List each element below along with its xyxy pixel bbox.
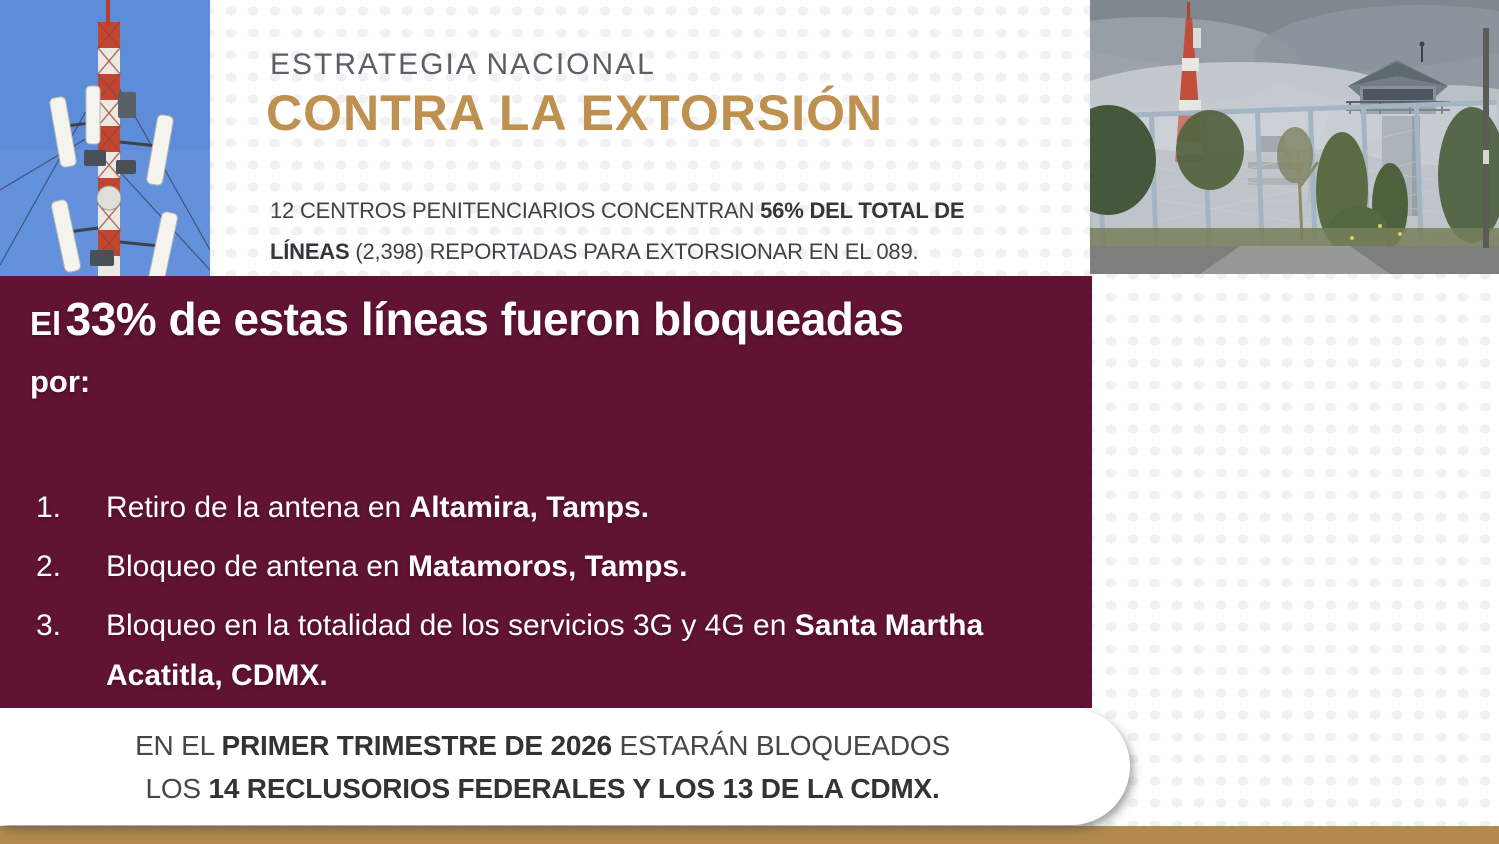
item-number: 3.	[36, 609, 62, 642]
microwave-drum	[97, 186, 121, 210]
text-segment: 56% DEL TOTAL DE LÍNEAS	[270, 198, 965, 264]
pole	[1483, 28, 1489, 248]
text-segment: EN EL	[135, 729, 222, 761]
heading-big: 33% de estas líneas fueron bloqueadas	[65, 293, 904, 345]
prison-photo	[1090, 0, 1499, 274]
heading-lead: El	[30, 305, 62, 342]
cell-tower-photo	[0, 0, 210, 276]
list-item	[36, 601, 996, 701]
text-segment: LOS	[145, 772, 209, 804]
gold-bar	[0, 826, 1499, 844]
main-panel	[0, 276, 1092, 708]
list-item	[36, 542, 996, 592]
cell-tower-illustration	[0, 0, 210, 276]
text-segment: Bloqueo de antena en	[106, 550, 408, 583]
text-segment: PRIMER TRIMESTRE DE 2026	[221, 729, 612, 761]
stats-heading-line1	[30, 292, 904, 346]
text-segment: (2,398) REPORTADAS PARA EXTORSIONAR EN EL 089.	[349, 239, 919, 264]
text-segment: Retiro de la antena en	[106, 491, 410, 524]
item-number: 2.	[36, 550, 62, 583]
footnote-line	[145, 767, 939, 810]
prison-illustration	[1090, 0, 1499, 274]
text-segment: 12 CENTROS PENITENCIARIOS CONCENTRAN	[270, 198, 761, 223]
text-segment: 14 RECLUSORIOS FEDERALES Y LOS 13 DE LA CDMX.	[208, 772, 940, 804]
text-segment: Matamoros, Tamps.	[407, 550, 688, 583]
text-segment: Altamira, Tamps.	[409, 491, 650, 524]
heading-tail: por:	[30, 364, 91, 399]
text-segment: ESTARÁN BLOQUEADOS	[611, 729, 950, 761]
mast-tip	[106, 0, 110, 26]
lattice-mast	[98, 22, 120, 276]
kicker: ESTRATEGIA NACIONAL	[270, 48, 656, 81]
text-segment: Bloqueo en la totalidad de los servicios 3G y 4G en	[106, 609, 795, 642]
footnote-line	[135, 724, 950, 767]
item-text	[106, 542, 687, 592]
item-text	[106, 483, 649, 533]
item-text	[106, 601, 996, 701]
blocked-list	[36, 483, 996, 710]
footnote-card	[0, 708, 1130, 825]
stats-heading	[30, 292, 904, 400]
subtitle	[270, 190, 980, 272]
text-segment: Santa Martha Acatitla, CDMX.	[106, 609, 984, 692]
list-item	[36, 483, 996, 533]
item-number: 1.	[36, 491, 62, 524]
page-title: CONTRA LA EXTORSIÓN	[266, 85, 884, 141]
